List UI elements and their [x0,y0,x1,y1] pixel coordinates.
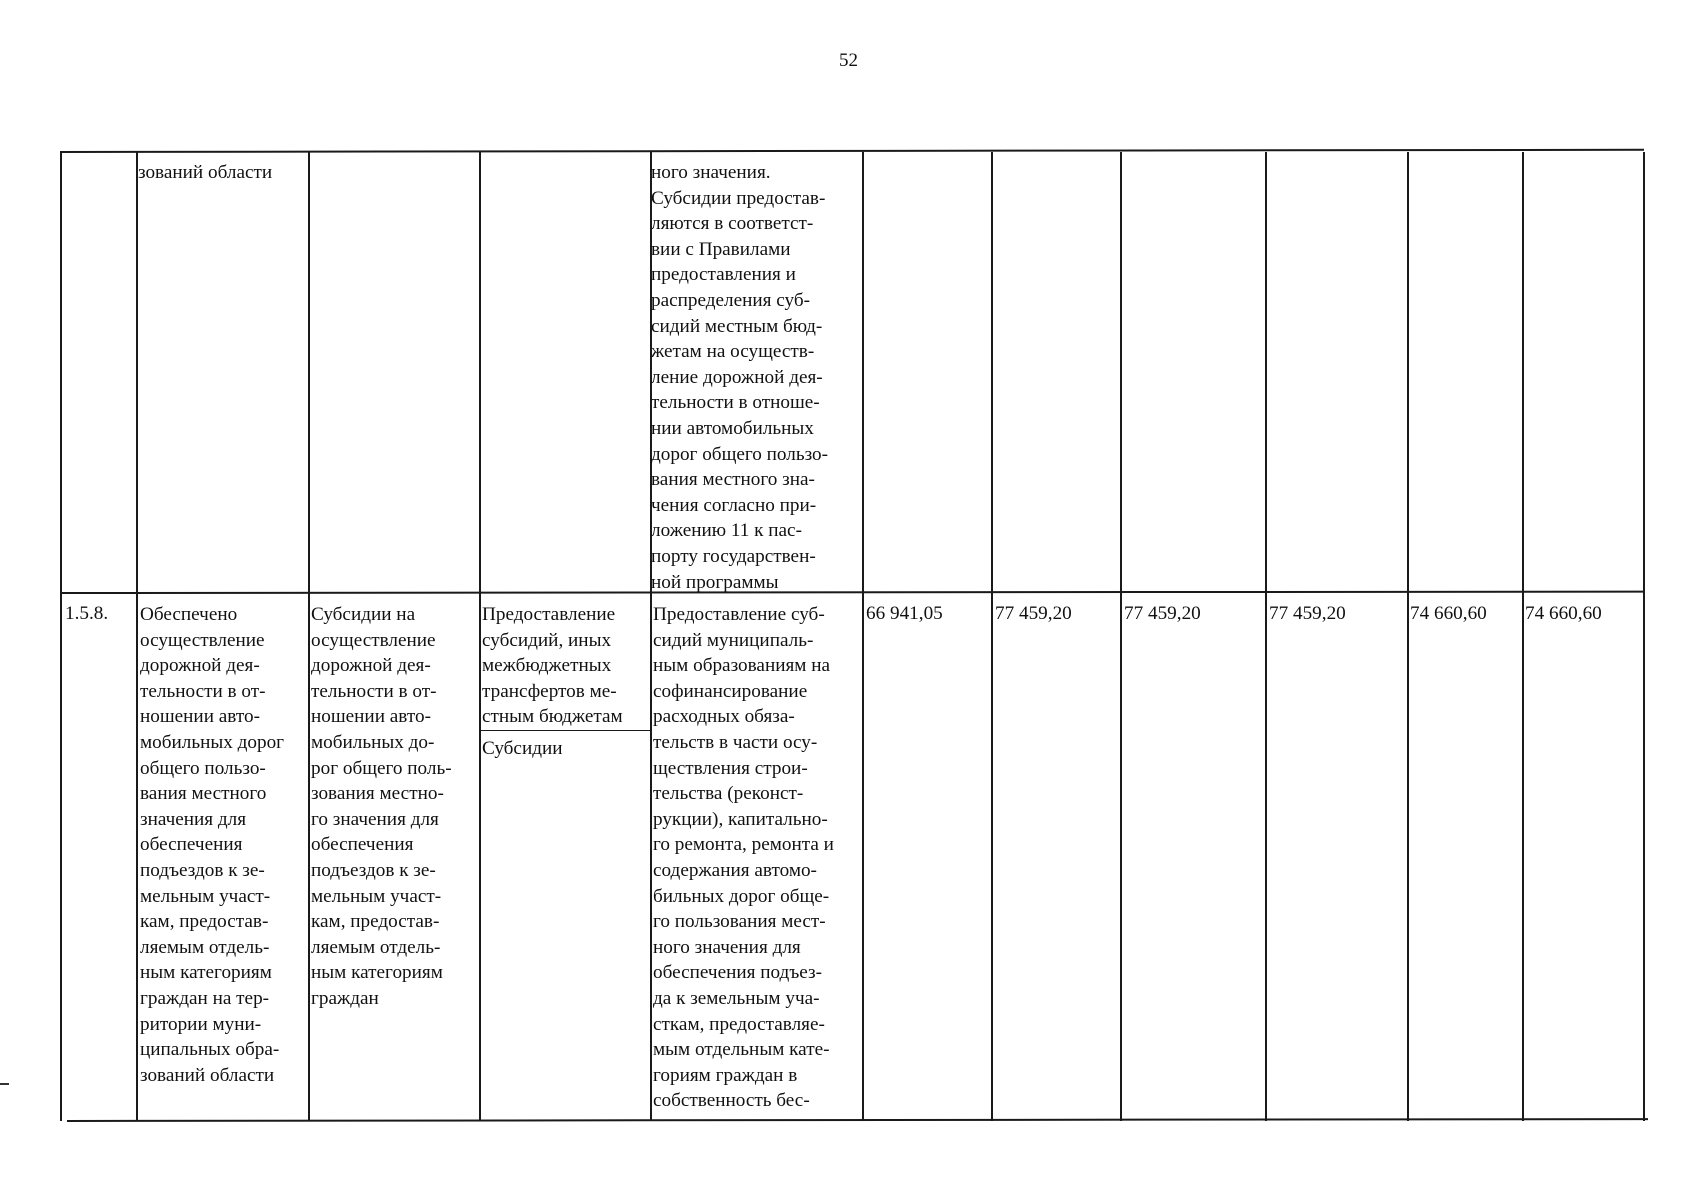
col-border-5 [862,152,864,1121]
result-cell: Обеспечено осуществление дорожной дея- тельности в от- ношении авто- мобильных дорог общего пользо- вания местного значения для обеспечения подъездов к зе- мельным участ- кам, предостав- ляемым отдель- ным категориям граждан на тер- ритории муни- ципальных обра- зований области [140,604,285,1086]
col-border-6 [991,152,993,1121]
type-main-cell: Предоставление субсидий, иных межбюджетных трансфертов ме- стным бюджетам [482,604,623,728]
table-bottom-border [67,1118,1648,1122]
page-number: 52 [839,50,858,71]
col-border-2 [308,152,310,1121]
continued-description-cell: ного значения. Субсидии предостав- ляются в соответст- вии с Правилами предоставления и распределения суб- сидий местным бюд- жетам на осуществ- ление дорожной дея- тельности в отноше- нии автомобильных дорог общего пользо- вания местного зна- чения согласно при- ложению 11 к пас- порту государствен- ной программы [651,162,829,593]
col-border-8 [1265,152,1267,1121]
description-cell: Предоставление суб- сидий муниципаль- ным образованиям на софинансирование расходных обяза- тельств в части осу- ществления строи- тельства (реконст- рукции), капитально- го ремонта, ремонта и содержания автомо- бильных дорог обще- го пользования мест- ного значения для обеспечения подъез- да к земельным уча- сткам, предоставляе- мым отдельным кате- гориям граждан в собственность бес- [653,604,834,1112]
type-cell-divider [481,730,651,731]
value-cell-4: 77 459,20 [1269,603,1346,624]
measure-cell: Субсидии на осуществление дорожной дея- тельности в от- ношении авто- мобильных до- рог общего поль- зования местно- го значения для обеспечения подъездов к зе- мельным участ- кам, предостав- ляемым отдель- ным категориям граждан [311,604,452,1009]
type-sub-cell: Субсидии [482,738,563,759]
value-cell-2: 77 459,20 [995,603,1072,624]
col-border-1 [136,152,138,1121]
col-border-7 [1120,152,1122,1121]
value-cell-1: 66 941,05 [866,603,943,624]
col-border-11 [1643,152,1645,1121]
col-border-3 [479,152,481,1121]
continued-result-cell: зований области [138,162,273,183]
value-cell-6: 74 660,60 [1525,603,1602,624]
col-border-9 [1407,152,1409,1121]
row-code: 1.5.8. [65,603,109,624]
margin-mark [0,1083,9,1085]
col-border-0 [60,152,62,1121]
value-cell-3: 77 459,20 [1124,603,1201,624]
value-cell-5: 74 660,60 [1410,603,1487,624]
col-border-10 [1522,152,1524,1121]
